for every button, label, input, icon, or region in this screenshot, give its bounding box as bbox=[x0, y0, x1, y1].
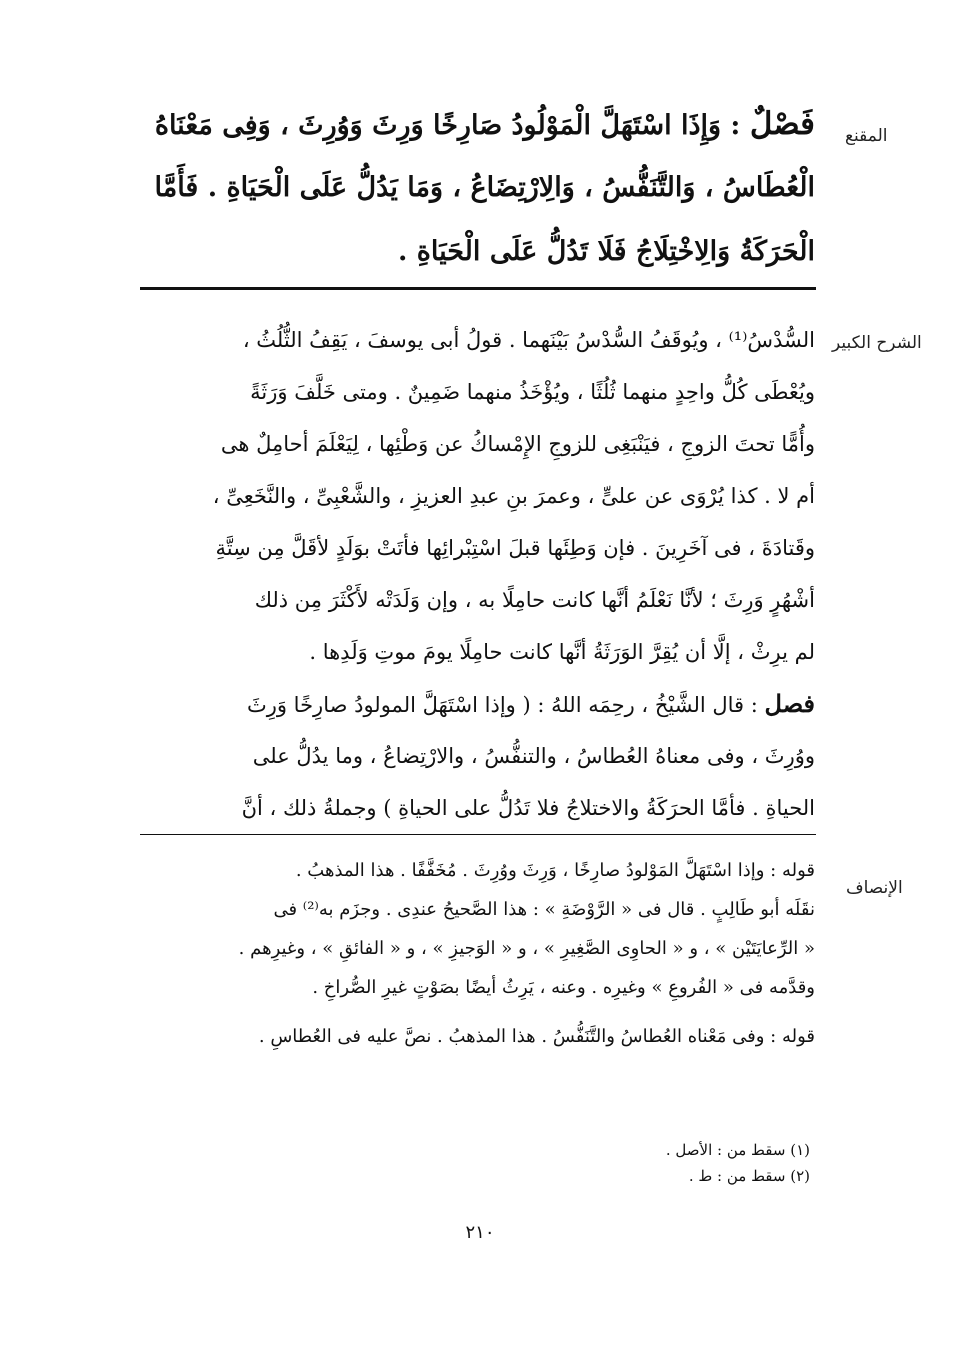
footnotes bbox=[560, 1137, 810, 1189]
margin-label-sharh: الشرح الكبير bbox=[832, 333, 922, 353]
sharh-fasl-line: ووُرِثَ ، وفى معناهُ العُطاسُ ، والتنفُّسُ ، والارْتِضاعُ ، وما يدُلُّ على bbox=[252, 744, 815, 768]
sharh-fasl-heading: فصل bbox=[764, 689, 815, 718]
sharh-text-block bbox=[140, 314, 815, 834]
margin-label-muqni: المقنع bbox=[845, 126, 888, 146]
sharh-line: أشْهُرٍ وَرِثَ ؛ لأنَّا نَعْلَمُ أنَّها كانت حامِلًا به ، وإن وَلَدَتْه لأَكْثَرَ مِن ذلك bbox=[254, 588, 815, 612]
sharh-line: ويُعْطَى كُلُّ واحِدٍ منهما ثُلُثًا ، ويُؤْخَذُ منهما ضَمِينٌ . ومتى خَلَّفَ وَرَثَةً bbox=[250, 380, 815, 404]
margin-label-insaf: الإنصاف bbox=[846, 878, 903, 898]
sharh-fasl-line: الحياةِ . فأمَّا الحرَكَةُ والاختلاجُ فلا تَدُلُّ على الحياةِ ) وجملةُ ذلك ، أنَّ bbox=[241, 796, 815, 820]
sharh-line: السُّدْسُ⁽¹⁾ ، ويُوقَفُ السُّدْسُ بَيْنَهما . قولُ أبى يوسفَ ، يَقِفُ الثُّلُثُ ، bbox=[242, 328, 815, 352]
insaf-line: قوله : وفى مَعْناه العُطاسُ والتَّنَفُّسُ . هذا المذهبُ . نصَّ عليه فى العُطاسِ . bbox=[258, 1026, 815, 1047]
section-divider-thick bbox=[140, 287, 816, 290]
insaf-line: « الرِّعايَتَيْن » ، و « الحاوِى الصَّغِيرِ » ، و « الوَجيزِ » ، و « الفائقِ » ، وغيرِهم . bbox=[238, 938, 815, 959]
sharh-line: لم يرِثْ ، إلَّا أن يُقِرَّ الوَرَثَةُ أنَّها كانت حامِلًا يومَ موتِ وَلَدِها . bbox=[309, 640, 815, 664]
page-number: ٢١٠ bbox=[465, 1222, 495, 1243]
muqni-line-3: الْحَرَكَةُ وَالِاخْتِلَاجُ فَلَا تَدُلُّ عَلَى الْحَيَاةِ . bbox=[397, 236, 815, 267]
insaf-line: نقَلَه أبو طَالِبٍ . قال فى « الرَّوْضَةِ » : هذا الصَّحيحُ عندِى . وجزَم به⁽²⁾ فى bbox=[273, 899, 815, 920]
muqni-line-2: الْعُطَاسُ ، وَالتَّنَفُّسُ ، وَالِارْتِضَاعُ ، وَمَا يَدُلُّ عَلَى الْحَيَاةِ . فَأَمَّا bbox=[154, 172, 815, 203]
footnote-1: (١) سقط من : الأصل . bbox=[665, 1141, 810, 1159]
muqni-fasl-heading: فَصْلٌ bbox=[749, 106, 815, 142]
muqni-line-1: فَصْلٌ : وَإِذَا اسْتَهَلَّ الْمَوْلُودُ صَارِخًا وَرِثَ وَوُرِثَ ، وَفِى مَعْنَاهُ bbox=[154, 106, 815, 142]
sharh-line: أم لا . كذا يُرْوَى عن علىٍّ ، وعمرَ بنِ عبدِ العزيزِ ، والشَّعْبِىِّ ، والنَّخَعِىِّ ، bbox=[212, 484, 815, 508]
sharh-fasl-line-1: فصل : قال الشَّيْخُ ، رحِمَه اللهُ : ( وإذا اسْتَهَلَّ المولودُ صارِخًا وَرِثَ bbox=[246, 689, 815, 718]
sharh-line: وقَتادَةَ ، فى آخَرِينَ . فإن وَطِئَها قبلَ اسْتِبْرائِها فأتَتْ بوَلَدٍ لأقَلَّ مِن سِتَّةِ bbox=[215, 536, 815, 560]
insaf-line: قوله : وإذا اسْتَهَلَّ المَوْلودُ صارِخًا ، وَرِثَ ووُرِثَ . مُخَفَّفًا . هذا المذهبُ . bbox=[295, 860, 815, 881]
muqni-text-block bbox=[140, 92, 815, 284]
insaf-text-block bbox=[140, 851, 815, 1056]
footnote-2: (٢) سقط من : ط . bbox=[688, 1167, 810, 1185]
section-divider-thin bbox=[140, 834, 816, 835]
insaf-line: وقدَّمه فى « الفُروعِ » وغيرِه . وعنه ، يَرِثُ أيضًا بصَوْتٍ غيرِ الصُّراخِ . bbox=[312, 977, 815, 998]
sharh-line: وأُمًّا تحتَ الزوجِ ، فيَنْبَغِى للزوجِ الإِمْساكُ عن وَطْئِها ، لِيَعْلَمَ أحامِلٌ هى bbox=[220, 432, 815, 456]
